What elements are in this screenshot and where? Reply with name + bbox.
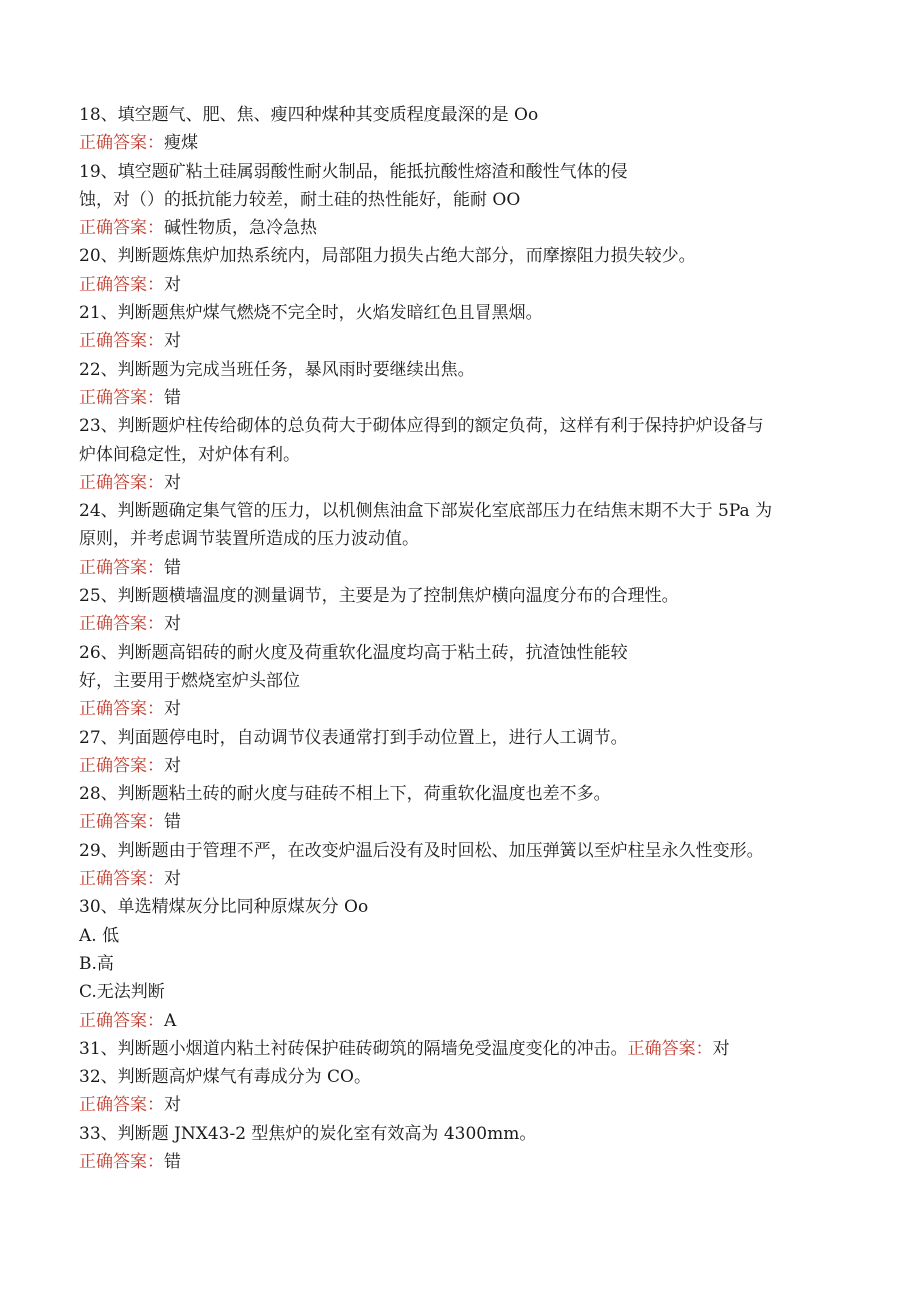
answer-value: 错 [164,812,181,833]
answer-value: 错 [164,387,181,408]
answer-line [79,469,849,497]
question-text-span: 33、判断题 JNX43-2 型焦炉的炭化室有效高为 4300mm。 [79,1123,537,1144]
question-text [79,299,849,327]
answer-value: 错 [164,557,181,578]
question-text-span: 26、判断题高铝砖的耐火度及荷重软化温度均高于粘土砖，抗渣蚀性能较 [79,642,628,663]
question-text [79,837,849,865]
question-text-span: 32、判断题高炉煤气有毒成分为 CO。 [79,1067,371,1088]
question-item [79,780,849,837]
answer-label: 正确答案： [627,1038,713,1059]
answer-line [79,214,849,242]
answer-line [79,327,849,355]
answer-label: 正确答案： [79,387,164,408]
question-text-span: 24、判断题确定集气管的压力，以机侧焦油盒下部炭化室底部压力在结焦末期不大于 5Pa 为 [79,501,773,522]
question-text-span: 蚀，对（）的抵抗能力较差，耐土硅的热性能好，能耐 OO [79,189,521,210]
answer-value: 对 [164,614,181,635]
question-text-span: 22、判断题为完成当班任务，暴风雨时要继续出焦。 [79,359,475,380]
question-item [79,101,849,158]
question-text [79,158,849,186]
answer-value: 对 [164,1095,181,1116]
answer-value: 瘦煤 [164,133,198,154]
answer-value: 对 [164,331,181,352]
question-text [79,441,849,469]
answer-label: 正确答案： [79,869,164,890]
question-text-span: 28、判断题粘土砖的耐火度与硅砖不相上下，荷重软化温度也差不多。 [79,784,611,805]
question-text [79,639,849,667]
question-text [79,780,849,808]
question-text [79,667,849,695]
question-text [79,724,849,752]
answer-line [79,271,849,299]
question-text [79,1063,849,1091]
answer-value: A [164,1010,177,1031]
question-text-span: 20、判断题炼焦炉加热系统内，局部阻力损失占绝大部分，而摩擦阻力损失较少。 [79,246,696,267]
question-text-span: 23、判断题炉柱传给砌体的总负荷大于砌体应得到的额定负荷，这样有利于保持护炉设备与 [79,416,764,437]
question-text-span: 好，主要用于燃烧室炉头部位 [79,670,300,691]
answer-option: C.无法判断 [79,982,165,1003]
question-text-span: 19、填空题矿粘土硅属弱酸性耐火制品，能抵抗酸性熔渣和酸性气体的侵 [79,161,628,182]
answer-line [79,554,849,582]
answer-label: 正确答案： [79,557,164,578]
answer-label: 正确答案： [79,133,164,154]
question-item [79,158,849,243]
answer-value: 错 [164,1151,181,1172]
answer-label: 正确答案： [79,699,164,720]
answer-label: 正确答案： [79,218,164,239]
question-text-span: 18、填空题气、肥、焦、瘦四种煤种其变质程度最深的是 Oo [79,105,539,125]
answer-line [79,865,849,893]
answer-value: 对 [164,699,181,720]
question-text [79,582,849,610]
answer-value: 对 [164,472,181,493]
answer-line [79,384,849,412]
answer-value: 对 [164,755,181,776]
question-text [79,186,849,214]
answer-value: 对 [164,274,181,295]
question-list [79,101,849,1176]
answer-label: 正确答案： [79,614,164,635]
question-item [79,1120,849,1177]
answer-label: 正确答案： [79,472,164,493]
question-text [79,242,849,270]
answer-line [79,1091,849,1119]
answer-line [79,752,849,780]
question-text-span: 27、判面题停电时，自动调节仪表通常打到手动位置上，进行人工调节。 [79,727,628,748]
answer-option: B.高 [79,953,114,974]
question-text [79,101,849,129]
answer-label: 正确答案： [79,755,164,776]
question-text [79,356,849,384]
question-item [79,412,849,497]
question-item [79,724,849,781]
question-text [79,412,849,440]
question-text-span: 原则，并考虑调节装置所造成的压力波动值。 [79,529,419,550]
question-item [79,1035,849,1063]
question-item [79,582,849,639]
question-item [79,893,849,1034]
answer-label: 正确答案： [79,1095,164,1116]
question-text-span: 31、判断题小烟道内粘土衬砖保护硅砖砌筑的隔墙免受温度变化的冲击。 [79,1038,628,1059]
answer-option: A. 低 [79,925,120,946]
answer-label: 正确答案： [79,274,164,295]
answer-line [79,129,849,157]
answer-label: 正确答案： [79,331,164,352]
question-item [79,639,849,724]
question-text [79,893,849,921]
answer-line [79,808,849,836]
answer-value: 对 [164,869,181,890]
answer-line [79,1007,849,1035]
question-text-span: 29、判断题由于管理不严，在改变炉温后没有及时回松、加压弹簧以至炉柱呈永久性变形。 [79,840,764,861]
question-item [79,356,849,413]
question-text-span: 25、判断题横墙温度的测量调节，主要是为了控制焦炉横向温度分布的合理性。 [79,586,679,607]
answer-value: 对 [712,1038,730,1059]
answer-line [79,695,849,723]
question-item [79,497,849,582]
question-item [79,299,849,356]
question-text [79,497,849,525]
question-text-span: 21、判断题焦炉煤气燃烧不完全时，火焰发暗红色且冒黑烟。 [79,303,543,324]
question-text [79,1035,849,1063]
question-text-span: 炉体间稳定性，对炉体有利。 [79,444,300,465]
question-text [79,1120,849,1148]
answer-line [79,1148,849,1176]
answer-label: 正确答案： [79,1151,164,1172]
question-item [79,1063,849,1120]
answer-label: 正确答案： [79,1010,164,1031]
question-item [79,242,849,299]
question-text [79,525,849,553]
question-text-span: 30、单选精煤灰分比同种原煤灰分 Oo [79,897,369,918]
question-item [79,837,849,894]
answer-line [79,610,849,638]
answer-label: 正确答案： [79,812,164,833]
answer-value: 碱性物质，急冷急热 [164,218,317,239]
